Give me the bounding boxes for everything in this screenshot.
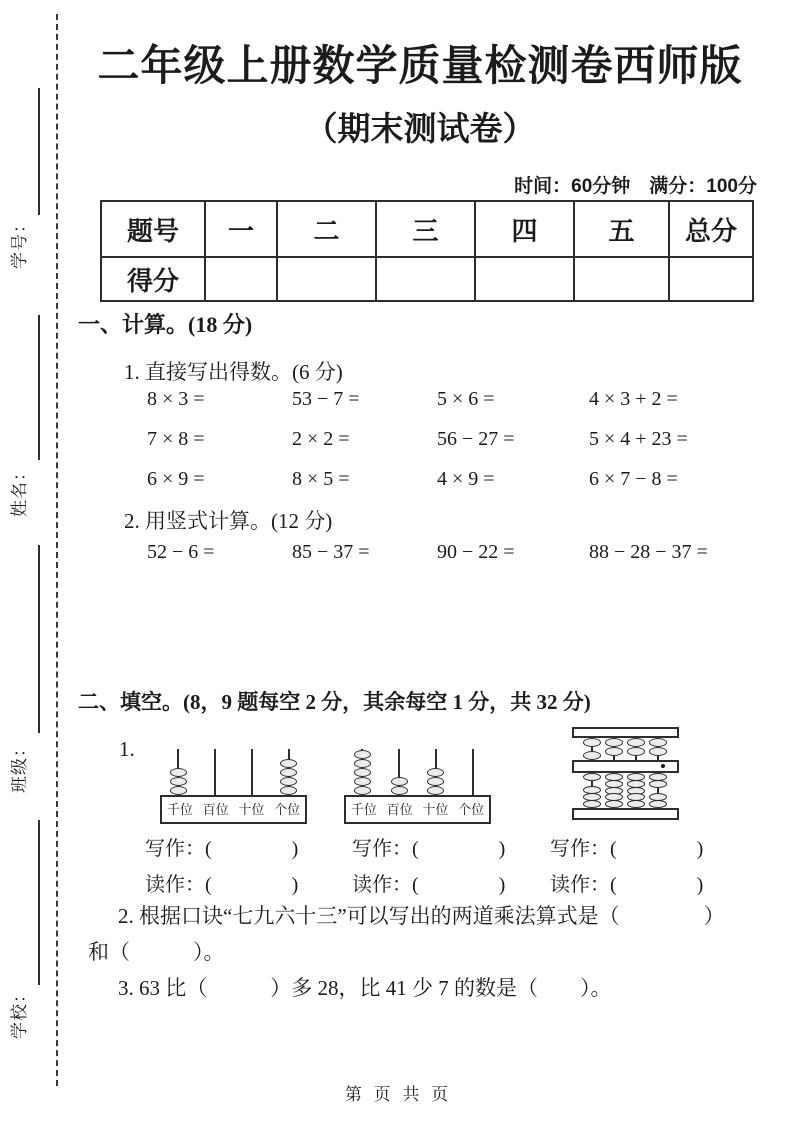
write-as-blank: 写作：( ) bbox=[550, 838, 704, 860]
equation: 8 × 5 = bbox=[292, 468, 350, 490]
score-table-header-cell: 五 bbox=[574, 201, 669, 257]
counter-bead bbox=[354, 768, 371, 777]
counter-bead bbox=[280, 768, 297, 777]
abacus-upper-bead bbox=[649, 747, 667, 756]
page-number-footer: 第 页 共 页 bbox=[344, 1085, 449, 1104]
equation: 5 × 6 = bbox=[437, 388, 495, 410]
counter-rod bbox=[251, 749, 253, 795]
counter-bead bbox=[170, 768, 187, 777]
score-table-header-cell: 一 bbox=[205, 201, 277, 257]
counter-bead bbox=[170, 777, 187, 786]
equation: 4 × 3 + 2 = bbox=[589, 388, 678, 410]
equation: 5 × 4 + 23 = bbox=[589, 428, 688, 450]
counter-bead bbox=[427, 786, 444, 795]
equation: 4 × 9 = bbox=[437, 468, 495, 490]
place-value-label: 百位 bbox=[202, 802, 229, 817]
counter-bead bbox=[280, 786, 297, 795]
vertical-calc-grid bbox=[147, 541, 708, 564]
equation: 56 − 27 = bbox=[437, 428, 515, 450]
place-value-counter-2 bbox=[344, 745, 491, 822]
place-value-label: 个位 bbox=[458, 802, 485, 817]
quick-calc-label: 1. 直接写出得数。(6 分) bbox=[124, 360, 343, 384]
quick-calc-grid bbox=[147, 388, 688, 491]
student-id-label: 学号： bbox=[10, 215, 29, 269]
read-as-blank: 读作：( ) bbox=[352, 874, 506, 896]
score-table bbox=[100, 200, 754, 302]
fill-q2-line1: 2. 根据口诀“七九六十三”可以写出的两道乘法算式是（ ） bbox=[118, 904, 725, 928]
abacus-lower-bead bbox=[649, 800, 667, 808]
equation: 85 − 37 = bbox=[292, 541, 370, 563]
abacus-unit-dot bbox=[661, 764, 665, 768]
abacus-lower-bead bbox=[627, 800, 645, 808]
student-info-write-line bbox=[38, 820, 40, 985]
score-table-header-cell: 四 bbox=[475, 201, 574, 257]
counter-bead bbox=[354, 750, 371, 759]
read-as-blank: 读作：( ) bbox=[145, 874, 299, 896]
score-table-header-cell: 总分 bbox=[669, 201, 753, 257]
fill-q3: 3. 63 比（ ）多 28，比 41 少 7 的数是（ ）。 bbox=[118, 976, 612, 1000]
place-value-base-box bbox=[344, 795, 491, 824]
student-info-write-line bbox=[38, 88, 40, 215]
counter-bead bbox=[354, 786, 371, 795]
counter-bead bbox=[391, 777, 408, 786]
counter-bead bbox=[280, 759, 297, 768]
place-value-base-box bbox=[160, 795, 307, 824]
section-calc-title: 一、计算。(18 分) bbox=[78, 312, 253, 337]
student-class-label: 班级： bbox=[10, 739, 29, 793]
counter-bead bbox=[391, 786, 408, 795]
score-cell-empty bbox=[376, 257, 475, 301]
abacus-upper-bead bbox=[605, 738, 623, 747]
abacus-upper-bead bbox=[583, 738, 601, 747]
fill-q2-line2: 和（ ）。 bbox=[88, 940, 225, 964]
score-cell-empty bbox=[475, 257, 574, 301]
counter-bead bbox=[170, 786, 187, 795]
place-value-label: 千位 bbox=[350, 802, 377, 817]
fill-q1-number: 1. bbox=[119, 737, 135, 761]
equation: 8 × 3 = bbox=[147, 388, 205, 410]
abacus-upper-bead bbox=[583, 751, 601, 760]
counter-rod bbox=[472, 749, 474, 795]
score-cell-empty bbox=[277, 257, 376, 301]
score-table-header-cell: 三 bbox=[376, 201, 475, 257]
score-cell-empty bbox=[669, 257, 753, 301]
equation: 2 × 2 = bbox=[292, 428, 350, 450]
place-value-label: 十位 bbox=[422, 802, 449, 817]
student-info-write-line bbox=[38, 315, 40, 460]
counter-bead bbox=[354, 777, 371, 786]
abacus-upper-bead bbox=[605, 747, 623, 756]
equation: 6 × 9 = bbox=[147, 468, 205, 490]
abacus-lower-bead bbox=[605, 800, 623, 808]
abacus-top-bar bbox=[572, 727, 679, 738]
counter-rod bbox=[214, 749, 216, 795]
abacus-upper-bead bbox=[627, 738, 645, 747]
counter-bead bbox=[354, 759, 371, 768]
place-value-label: 个位 bbox=[274, 802, 301, 817]
counter-bead bbox=[427, 768, 444, 777]
student-info-write-line bbox=[38, 545, 40, 733]
abacus-upper-bead bbox=[627, 747, 645, 756]
equation: 90 − 22 = bbox=[437, 541, 515, 563]
write-as-blank: 写作：( ) bbox=[352, 838, 506, 860]
score-table-header-cell: 题号 bbox=[101, 201, 205, 257]
student-school-label: 学校： bbox=[10, 985, 29, 1039]
equation: 7 × 8 = bbox=[147, 428, 205, 450]
equation: 53 − 7 = bbox=[292, 388, 360, 410]
abacus-lower-bead bbox=[583, 773, 601, 781]
abacus-upper-bead bbox=[649, 738, 667, 747]
place-value-label: 千位 bbox=[166, 802, 193, 817]
score-cell-empty bbox=[205, 257, 277, 301]
equation: 6 × 7 − 8 = bbox=[589, 468, 678, 490]
write-as-blank: 写作：( ) bbox=[145, 838, 299, 860]
place-value-label: 十位 bbox=[238, 802, 265, 817]
section-fill-title: 二、填空。(8，9 题每空 2 分，其余每空 1 分，共 32 分) bbox=[78, 690, 591, 714]
score-table-header-cell: 二 bbox=[277, 201, 376, 257]
page-subtitle: （期末测试卷） bbox=[304, 110, 536, 147]
counter-bead bbox=[427, 777, 444, 786]
exam-time-score-meta: 时间：60分钟 满分：100分 bbox=[514, 176, 757, 197]
score-row-label: 得分 bbox=[101, 257, 205, 301]
abacus-lower-bead bbox=[583, 800, 601, 808]
place-value-label: 百位 bbox=[386, 802, 413, 817]
abacus-lower-bead bbox=[649, 780, 667, 788]
equation: 88 − 28 − 37 = bbox=[589, 541, 708, 563]
abacus-bottom-bar bbox=[572, 808, 679, 820]
fold-dashed-line bbox=[56, 14, 58, 1086]
page-title: 二年级上册数学质量检测卷西师版 bbox=[97, 42, 743, 89]
counter-bead bbox=[280, 777, 297, 786]
vertical-calc-label: 2. 用竖式计算。(12 分) bbox=[124, 509, 333, 533]
student-name-label: 姓名： bbox=[10, 463, 29, 517]
score-cell-empty bbox=[574, 257, 669, 301]
equation: 52 − 6 = bbox=[147, 541, 215, 563]
place-value-counter-1 bbox=[160, 745, 307, 822]
abacus bbox=[572, 727, 679, 820]
read-as-blank: 读作：( ) bbox=[550, 874, 704, 896]
